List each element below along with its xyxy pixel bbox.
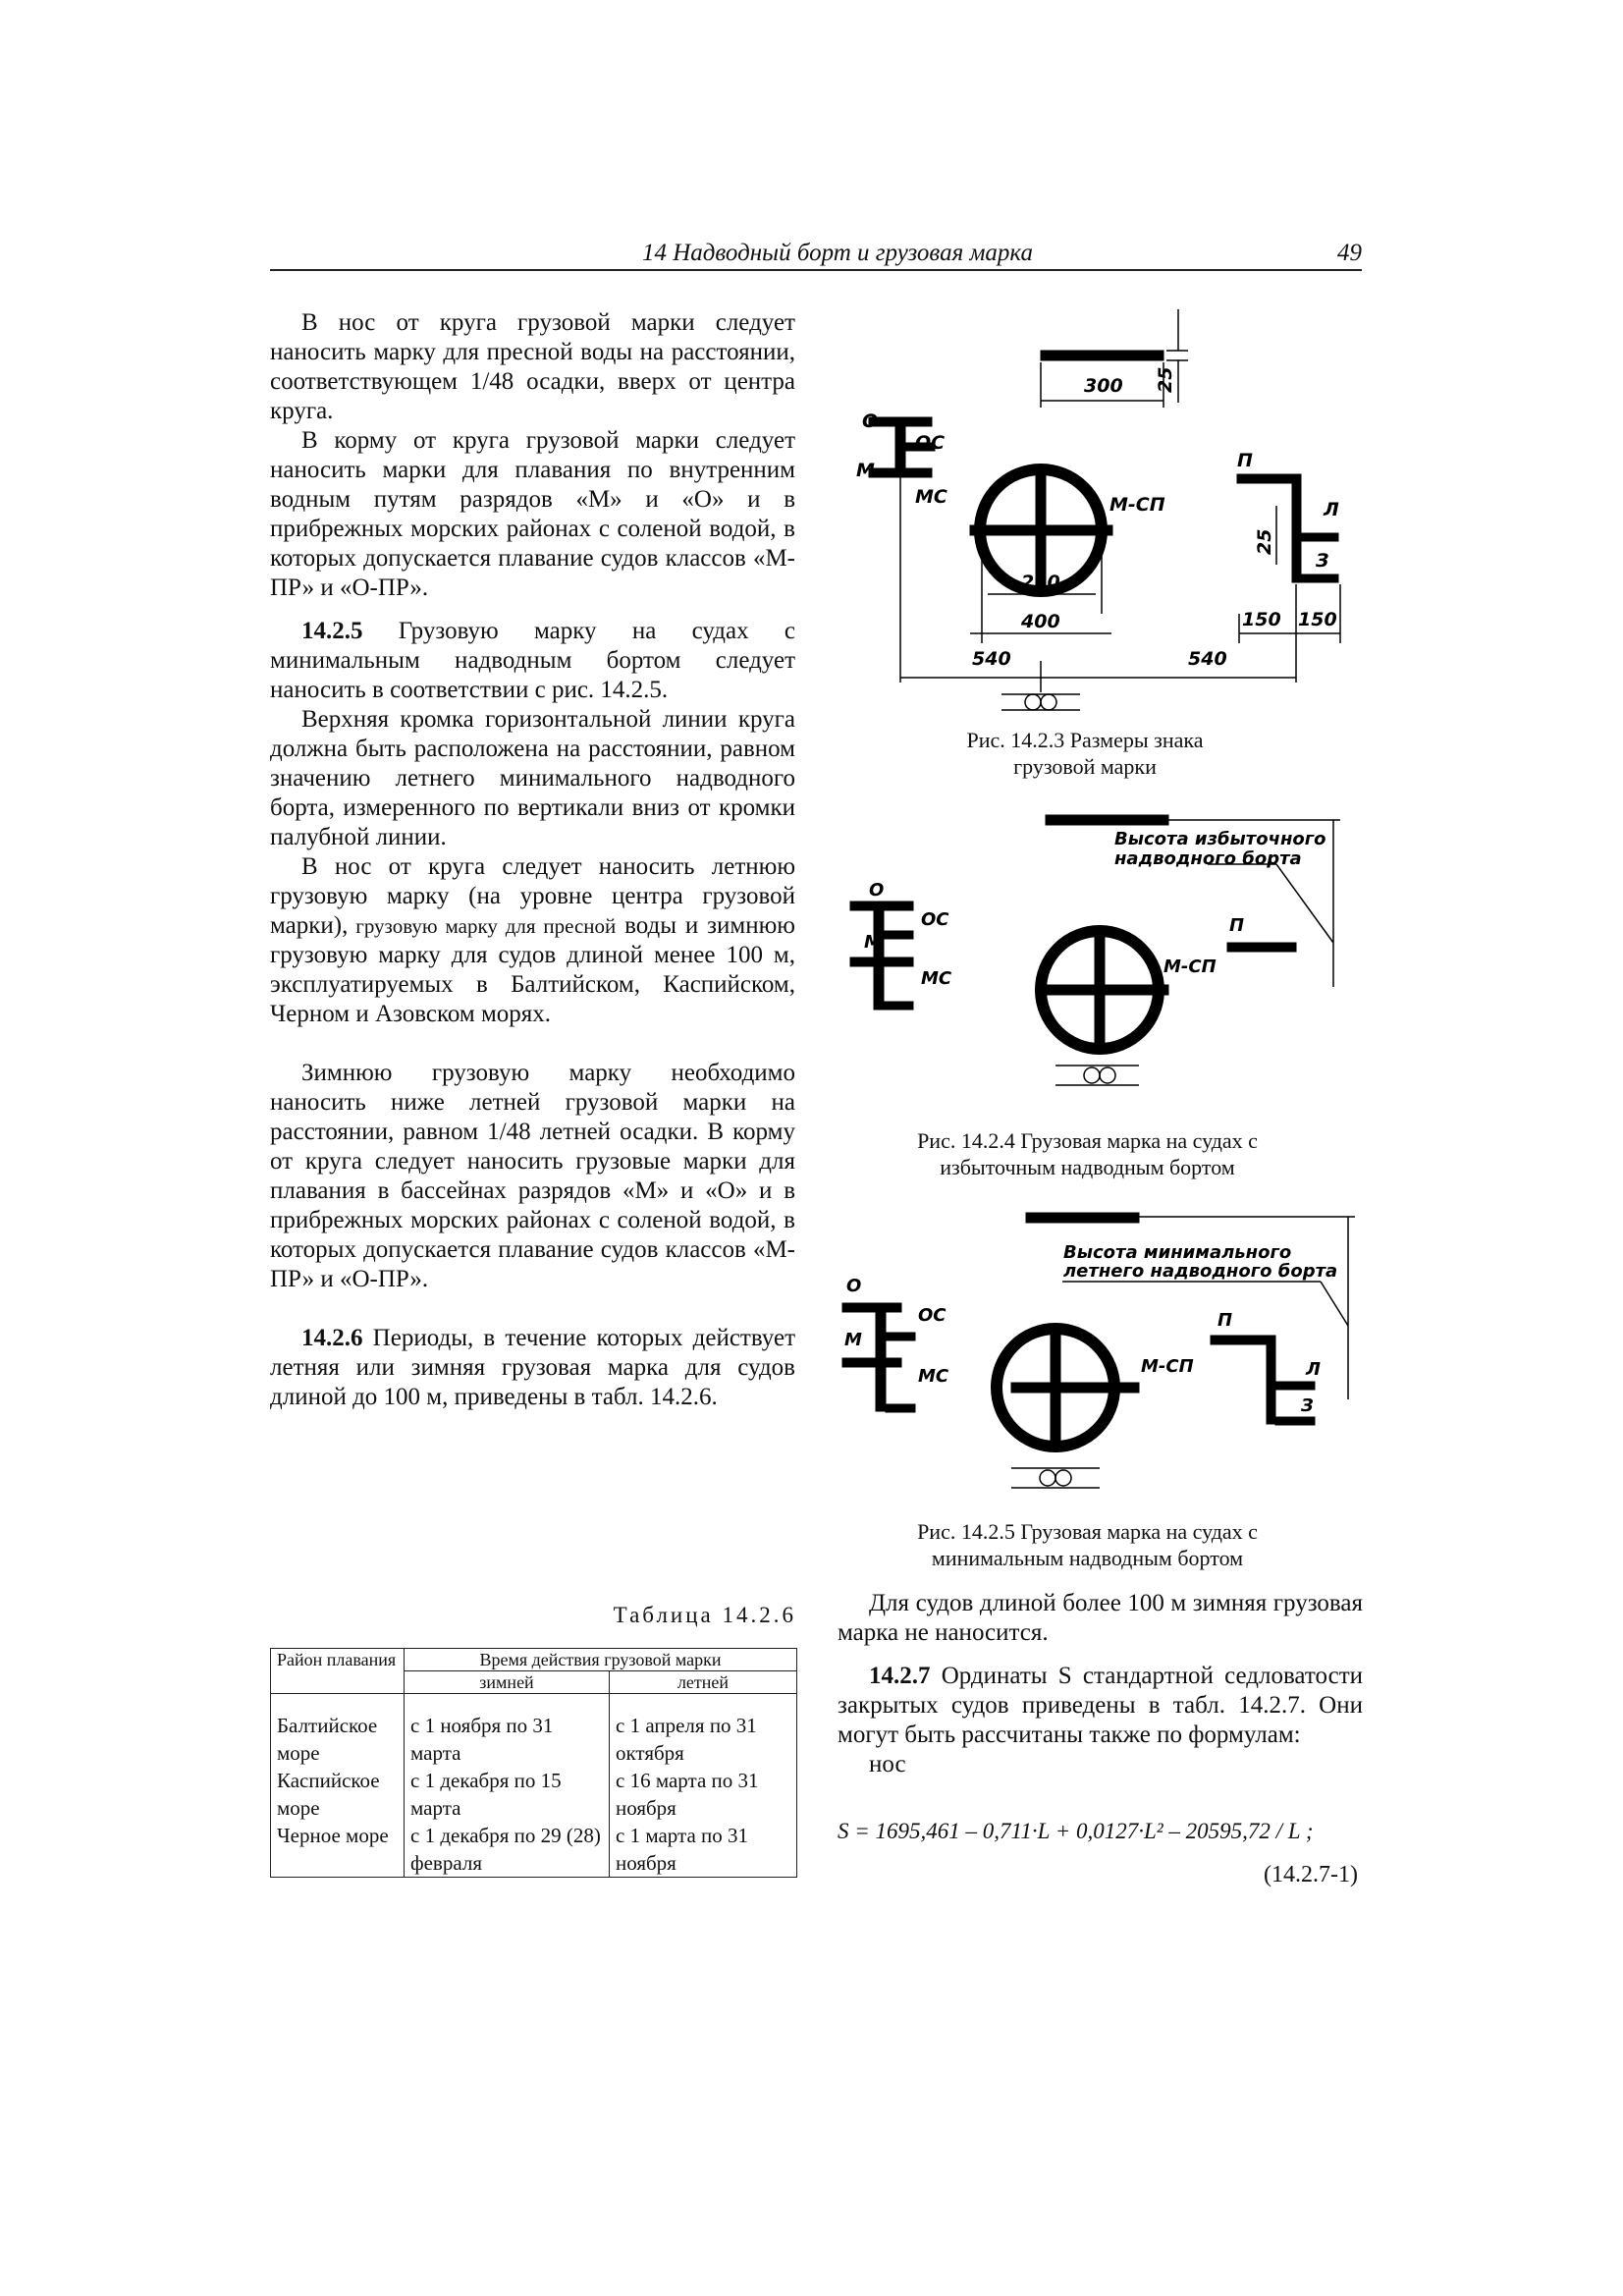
dim-400: 400 bbox=[1021, 611, 1060, 632]
label-ms: МС bbox=[921, 968, 952, 989]
label-m-sp: М-СП bbox=[1109, 494, 1165, 516]
page-number: 49 bbox=[1337, 240, 1362, 266]
paragraph-14-2-5 bbox=[270, 617, 795, 705]
paragraph: Зимнюю грузовую марку необходимо наносить ниже летней грузовой марки на расстоянии, равном 1/48 летней осадки. В корму от круга следует наносить грузовые марки для плавания в бассейнах разрядов «М» и «О» и в прибрежных морских районах с соленой водой, в которых допускается плавание судов классов «М-ПР» и «О-ПР». bbox=[270, 1060, 795, 1292]
formula-label-nos: нос bbox=[869, 1751, 906, 1777]
label-ms: МС bbox=[918, 1366, 949, 1387]
figure-14-2-5 bbox=[835, 1203, 1370, 1517]
formula: S = 1695,461 – 0,711·L + 0,0127·L² – 20595,72 / L ; bbox=[838, 1819, 1314, 1843]
label-z: З bbox=[1301, 1395, 1314, 1416]
paragraph: В корму от круга грузовой марки следует наносить марки для плавания по внутренним водным путям разрядов «М» и «О» и в прибрежных морских районах с соленой водой, в которых допускается плавание судов классов «М-ПР» и «О-ПР». bbox=[270, 427, 795, 601]
dim-540-left: 540 bbox=[972, 648, 1011, 670]
paragraph-text: воды и зимнюю грузовую марку для судов длиной менее 100 м, эксплуатируемых в Балтийском, Каспийском, Черном и Азовском морях. bbox=[270, 912, 795, 1027]
cell-winter: с 1 ноября по 31 марта bbox=[405, 1694, 610, 1768]
label-m: М bbox=[844, 1330, 862, 1350]
paragraph bbox=[270, 852, 795, 1029]
paragraph-text: Ординаты S стандартной седловатости закрытых судов приведены в табл. 14.2.7. Они могут быть рассчитаны также по формулам: bbox=[838, 1663, 1363, 1748]
label-p: П bbox=[1217, 1310, 1233, 1331]
paragraph-text: В нос от круга следует наносить летнюю грузовую марку (на уровне центра грузовой марки), bbox=[270, 853, 795, 939]
paragraph-text: Периоды, в течение которых действует летняя или зимняя грузовая марка для судов длиной до 100 м, приведены в табл. 14.2.6. bbox=[270, 1325, 795, 1410]
dim-250: 250 bbox=[1021, 572, 1060, 593]
season-table bbox=[270, 1648, 797, 1878]
caption-14-2-3: Рис. 14.2.3 Размеры знака грузовой марки bbox=[966, 728, 1204, 779]
section-number: 14.2.5 bbox=[301, 618, 363, 644]
running-header bbox=[270, 240, 1362, 271]
label-p: П bbox=[1237, 450, 1253, 471]
table-row bbox=[271, 1694, 797, 1768]
paragraph-text-small: грузовую марку для пресной bbox=[348, 914, 617, 938]
note-min-2: летнего надводного борта bbox=[1063, 1261, 1338, 1282]
caption-14-2-4: Рис. 14.2.4 Грузовая марка на судах с избыточным надводным бортом bbox=[917, 1128, 1258, 1179]
dim-150-right: 150 bbox=[1298, 609, 1337, 630]
section-number: 14.2.7 bbox=[869, 1663, 931, 1689]
cell-region: Каспийское море bbox=[271, 1767, 405, 1822]
figure-14-2-3 bbox=[844, 309, 1375, 722]
label-m-sp: М-СП bbox=[1163, 957, 1217, 977]
paragraph: Для судов длиной более 100 м зимняя грузовая марка не наносится. bbox=[838, 1590, 1363, 1646]
label-os: ОС bbox=[915, 432, 946, 454]
label-l: Л bbox=[1324, 499, 1339, 520]
paragraph-14-2-7 bbox=[838, 1662, 1363, 1750]
table-row bbox=[271, 1767, 797, 1822]
formula-number: (14.2.7-1) bbox=[1264, 1862, 1358, 1887]
label-os: ОС bbox=[918, 1305, 947, 1326]
cell-summer: с 16 марта по 31 ноября bbox=[610, 1767, 797, 1822]
label-o: О bbox=[846, 1276, 862, 1296]
left-column bbox=[270, 308, 795, 1412]
label-m: М bbox=[864, 932, 882, 953]
table-row bbox=[271, 1822, 797, 1878]
dim-25: 25 bbox=[1155, 366, 1176, 393]
header-region: Район плавания bbox=[271, 1649, 405, 1694]
paragraph-text: Грузовую марку на судах с минимальным надводным бортом следует наносить в соответствии с рис. 14.2.5. bbox=[270, 618, 795, 703]
header-title: 14 Надводный борт и грузовая марка bbox=[641, 240, 1033, 266]
label-p: П bbox=[1229, 915, 1245, 936]
caption-14-2-5: Рис. 14.2.5 Грузовая марка на судах с минимальным надводным бортом bbox=[917, 1519, 1258, 1570]
note-min-1: Высота минимального bbox=[1063, 1242, 1292, 1263]
header-time: Время действия грузовой марки bbox=[405, 1649, 797, 1671]
paragraph-14-2-6 bbox=[270, 1324, 795, 1412]
header-winter: зимней bbox=[405, 1671, 610, 1694]
cell-winter: с 1 декабря по 29 (28) февраля bbox=[405, 1822, 610, 1878]
section-number: 14.2.6 bbox=[301, 1325, 363, 1351]
label-m-sp: М-СП bbox=[1141, 1356, 1194, 1377]
note-excess-1: Высота избыточного bbox=[1114, 829, 1326, 849]
label-o: О bbox=[862, 410, 879, 432]
paragraph: Верхняя кромка горизонтальной линии круга должна быть расположена на расстоянии, равном значению летнего минимального надводного борта, измеренного по вертикали вниз от кромки палубной линии. bbox=[270, 706, 795, 850]
dim-540-right: 540 bbox=[1188, 648, 1227, 670]
cell-region: Черное море bbox=[271, 1822, 405, 1878]
label-z: З bbox=[1316, 550, 1329, 572]
dim-300: 300 bbox=[1084, 375, 1123, 397]
dim-150-left: 150 bbox=[1242, 609, 1281, 630]
note-excess-2: надводного борта bbox=[1114, 848, 1302, 869]
dim-25-right: 25 bbox=[1254, 528, 1275, 555]
right-column bbox=[838, 1589, 1363, 1779]
header-summer: летней bbox=[610, 1671, 797, 1694]
paragraph: В нос от круга грузовой марки следует наносить марку для пресной воды на расстоянии, соответствующем 1/48 осадки, вверх от центра круга. bbox=[270, 309, 795, 424]
label-m: М bbox=[856, 460, 875, 481]
label-ms: МС bbox=[915, 486, 947, 508]
cell-summer: с 1 апреля по 31 октября bbox=[610, 1694, 797, 1768]
label-o: О bbox=[869, 880, 885, 901]
cell-winter: с 1 декабря по 15 марта bbox=[405, 1767, 610, 1822]
figure-14-2-4 bbox=[844, 805, 1375, 1100]
label-l: Л bbox=[1306, 1359, 1321, 1380]
label-os: ОС bbox=[921, 909, 949, 930]
cell-summer: с 1 марта по 31 ноября bbox=[610, 1822, 797, 1878]
table-title: Таблица 14.2.6 bbox=[613, 1603, 796, 1627]
cell-region: Балтийское море bbox=[271, 1694, 405, 1768]
